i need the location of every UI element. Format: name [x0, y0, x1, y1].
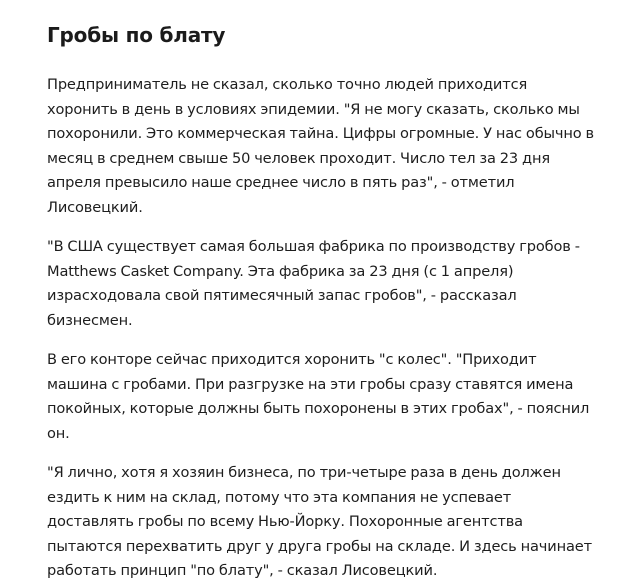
article-paragraph: В его конторе сейчас приходится хоронить "с колес". "Приходит машина с гробами. При разгрузке на эти гробы сразу ставятся имена покойных, которые должны быть похоронены в этих гробах", - пояснил он.: [47, 351, 590, 442]
article-paragraph: Предприниматель не сказал, сколько точно людей приходится хоронить в день в условиях эпидемии. "Я не могу сказать, сколько мы похоронили. Это коммерческая тайна. Цифры огромные. У нас обычно в месяц в среднем свыше 50 человек проходит. Число тел за 23 дня апреля превысило наше среднее число в пять раз", - отметил Лисовецкий.: [47, 76, 594, 216]
article-paragraph: "Я лично, хотя я хозяин бизнеса, по три-четыре раза в день должен ездить к ним на склад, потому что эта компания не успевает доставлять гробы по всему Нью-Йорку. Похоронные агентства пытаются перехватить друг у друга гробы на складе. И здесь начинает работать принцип "по блату", - сказал Лисовецкий.: [47, 464, 592, 579]
article-heading: Гробы по блату: [47, 23, 226, 47]
article-paragraph: "В США существует самая большая фабрика по производству гробов - Matthews Casket Company. Эта фабрика за 23 дня (с 1 апреля) израсходовала свой пятимесячный запас гробов", - рассказал бизнесмен.: [47, 238, 580, 329]
